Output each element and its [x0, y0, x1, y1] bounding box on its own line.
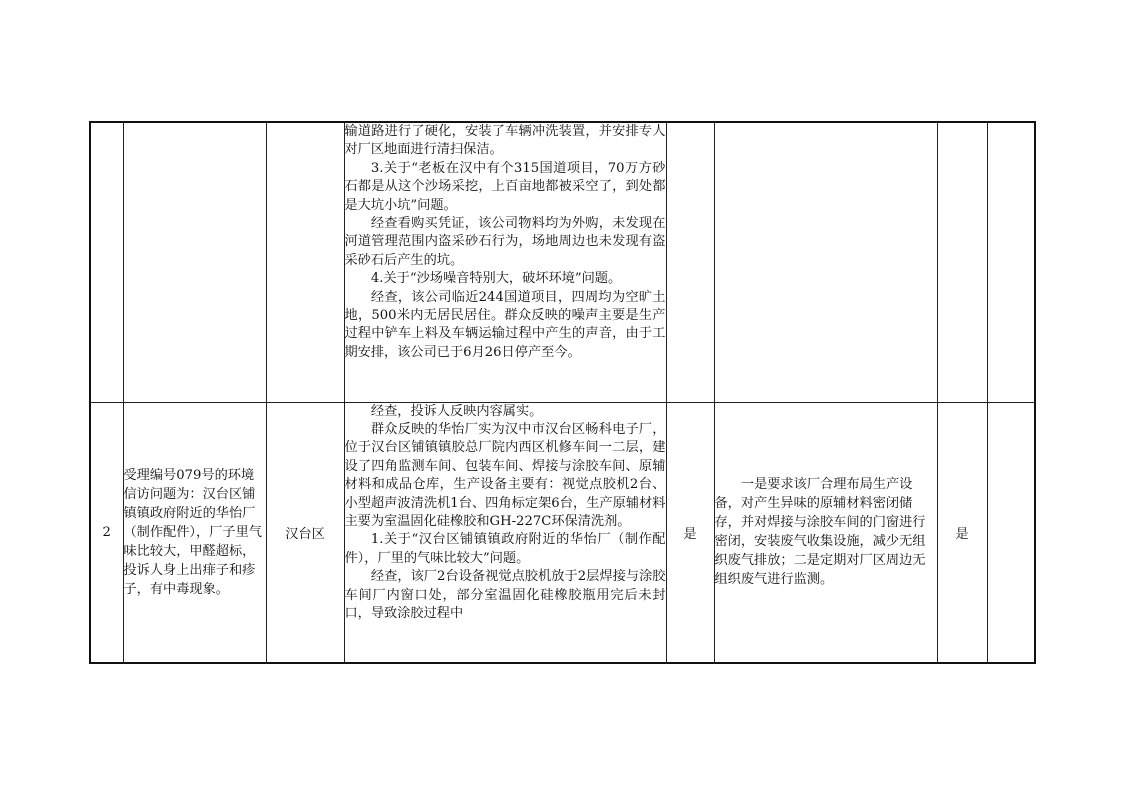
findings-paragraph: 经查，该厂2台设备视觉点胶机放于2层焊接与涂胶车间厂内窗口处，部分室温固化硅橡胶瓶用完后未封口，导致涂胶过程中: [344, 569, 666, 621]
row-index: [90, 122, 123, 402]
district-cell: [266, 122, 344, 402]
rectification-cell: [714, 122, 937, 402]
accountability-cell: 是: [937, 402, 987, 663]
complaint-cell: [123, 122, 266, 402]
district-cell: 汉台区: [266, 402, 344, 663]
findings-paragraph: 经查，该公司临近244国道项目，四周均为空旷土地，500米内无居民居住。群众反映的噪声主要是生产过程中铲车上料及车辆运输过程中产生的声音，由于工期安排，该公司已于6月26日停产至今。: [344, 289, 666, 360]
row-index: 2: [90, 402, 123, 663]
findings-cell: [344, 402, 666, 663]
complaint-table: [89, 121, 1036, 664]
findings-paragraph: 输道路进行了硬化，安装了车辆冲洗装置，并安排专人对厂区地面进行清扫保洁。: [344, 124, 666, 158]
findings-paragraph: 4.关于“沙场噪音特别大，破坏环境”问题。: [370, 271, 622, 287]
table-row: [90, 402, 1035, 663]
remark-cell: [987, 122, 1035, 402]
findings-paragraph: 经查，投诉人反映内容属实。: [370, 403, 543, 419]
remark-cell: [987, 402, 1035, 663]
rectification-text: 一是要求该厂合理布局生产设备，对产生异味的原辅材料密闭储存，并对焊接与涂胶车间的门窗进行密闭，安装废气收集设施，减少无组织废气排放；二是定期对厂区周边无组织废气进行监测。: [714, 477, 926, 588]
findings-cell: [344, 122, 666, 402]
accountability-cell: [937, 122, 987, 402]
findings-paragraph: 1.关于“汉台区铺镇镇政府附近的华怡厂（制作配件），厂里的气味比较大”问题。: [344, 532, 666, 566]
rectification-cell: [714, 402, 937, 663]
complaint-cell: 受理编号079号的环境信访问题为：汉台区铺镇镇政府附近的华怡厂（制作配件），厂子里气味比较大，甲醛超标，投诉人身上出痱子和疹子，有中毒现象。: [123, 402, 266, 663]
verified-cell: [666, 122, 714, 402]
findings-paragraph: 群众反映的华怡厂实为汉中市汉台区畅科电子厂，位于汉台区铺镇镇胶总厂院内西区机修车间一二层，建设了四角监测车间、包装车间、焊接与涂胶车间、原辅材料和成品仓库，生产设备主要有：视觉点胶机2台、小型超声波清洗机1台、四角标定架6台，生产原辅材料主要为室温固化硅橡胶和GH-227C环保清洗剂。: [344, 421, 666, 529]
findings-paragraph: 经查看购买凭证，该公司物料均为外购，未发现在河道管理范围内盗采砂石行为，场地周边也未发现有盗采砂石后产生的坑。: [344, 216, 666, 268]
verified-cell: 是: [666, 402, 714, 663]
findings-paragraph: 3.关于“老板在汉中有个315国道项目，70万方砂石都是从这个沙场采挖，上百亩地都被采空了，到处都是大坑小坑”问题。: [344, 160, 666, 213]
table-row: [90, 122, 1035, 402]
